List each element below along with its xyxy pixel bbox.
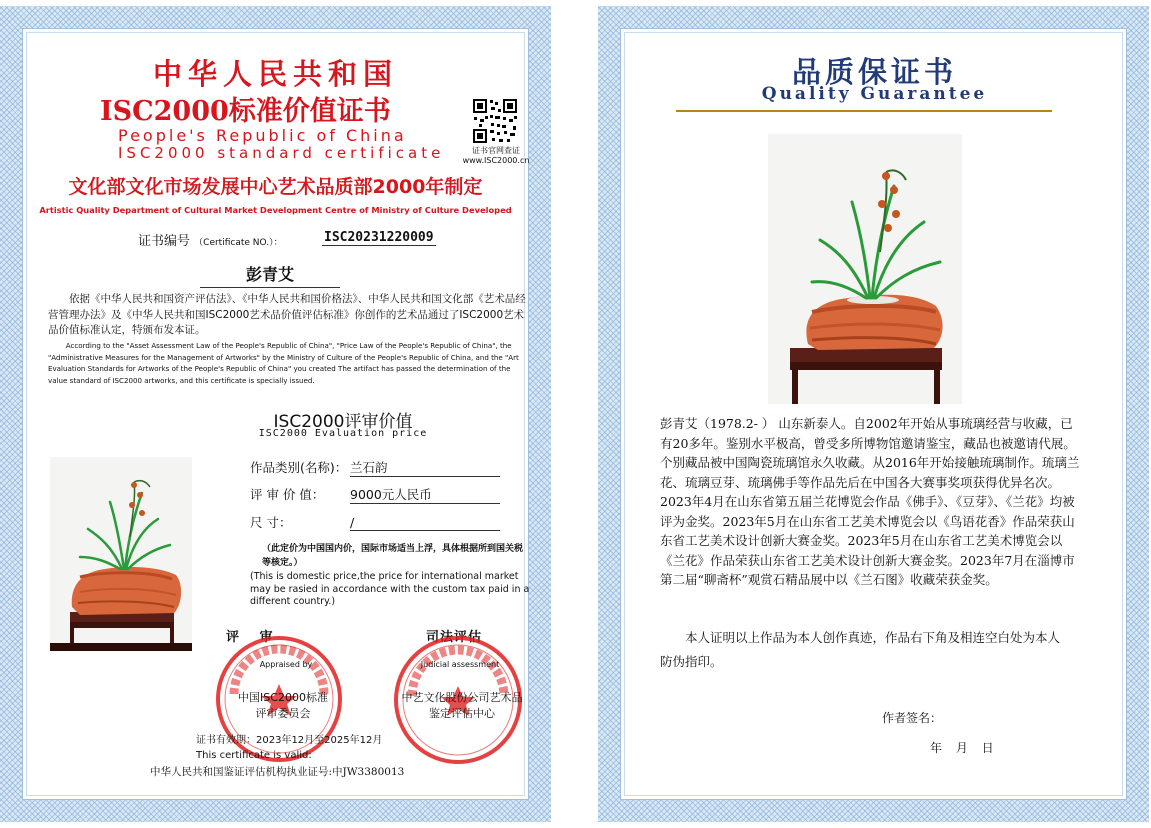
license-number: 中华人民共和国鉴证评估机构执业证号:中JW3380013 [150,766,405,778]
qr-caption-cn: 证书官网查证 [472,146,520,155]
judicial-heading: 司法评估 [426,630,483,645]
certificate-number-label [138,230,283,249]
price-note-cn: （此定价为中国国内价，国际市场适当上浮，具体根据所到国关税等核定。） [262,544,524,568]
issuing-department-en: Artistic Quality Department of Cultural Market Development Centre of Ministry of Culture Developed [39,205,512,215]
authenticity-statement: 本人证明以上作品为本人创作真迹，作品右下角及相连空白处为本人防伪指印。 [660,630,1061,669]
qr-caption [461,146,531,166]
certificate-subtitle-en: ISC2000 standard certificate [118,144,445,162]
qr-code[interactable] [471,97,519,145]
field-category-label: 作品类别(名称)： [250,460,348,475]
appraised-by-label: Appraised by [259,660,313,669]
review-committee-line1: 中国ISC2000标准 [238,691,328,704]
judicial-center-name [392,690,532,722]
evaluation-subheading: ISC2000 Evaluation price [258,428,428,439]
review-committee-name [220,690,346,722]
certificate-title-cn: 中华人民共和国 [152,57,398,91]
field-category-value: 兰石韵 [350,458,500,477]
judicial-center-line2: 鉴定评估中心 [429,707,495,720]
review-heading: 评 审 [226,630,281,645]
certificate-title-isc: ISC2000标准价值证书 [100,96,391,127]
owner-name: 彭青艾 [200,262,340,288]
validity-period-en: This certificate is valid: [196,750,312,761]
review-committee-line2: 评审委员会 [255,707,311,720]
title-divider [676,110,1052,112]
artwork-photo [50,457,192,651]
signature-date: 年 月 日 [930,741,994,755]
cert-no-label-en: （Certificate NO.）： [194,238,283,248]
certificate-body-en: According to the "Asset Assessment Law of the People's Republic of China", "Price Law of the People's Republic of China", the "Administrative Measures for the Management of Artworks" by the Ministry of Culture of the People's Republic of China, and the "Art Evaluation Standards for Artworks of the People's Republic of China" you created The artifact has passed the determination of the value standard of ISC2000 artworks, and this certificate is specially issued. [48,341,519,385]
field-value-value: 9000元人民币 [350,485,500,504]
certificate-body-cn: 依据《中华人民共和国资产评估法》、《中华人民共和国价格法》、中华人民共和国文化部《艺术品经营管理办法》及《中华人民共和国ISC2000艺术品价值评估标准》你创作的艺术品通过了ISC2000艺术品价值标准认定，特颁布发本证。 [48,293,526,336]
author-signature-label: 作者签名： [882,711,943,725]
judicial-center-line1: 中艺文化股份公司艺术品 [401,691,523,704]
evaluation-heading: ISC2000评审价值 [273,412,413,432]
certificate-number: ISC20231220009 [324,230,434,245]
qr-caption-url: www.ISC2000.cn [462,156,530,165]
field-size-label: 尺 寸： [250,515,292,530]
certificate-title-en: People's Republic of China [118,126,407,145]
price-note-en: (This is domestic price,the price for international market may be rasied in accordance with the custom tax paid in a different country.) [250,571,530,607]
artist-biography: 彭青艾（1978.2- ） 山东新泰人。自2002年开始从事琉璃经营与收藏，已有20多年。鉴别水平极高，曾受多所博物馆邀请鉴宝，藏品也被邀请代展。个别藏品被中国陶瓷琉璃馆永久收藏。从2016年开始接触琉璃制作。琉璃兰花、琉璃豆芽、琉璃佛手等作品先后在中国各大赛事奖项获得优异名次。2023年4月在山东省第五届兰花博览会作品《佛手》、《豆芽》、《兰花》均被评为金奖。2023年5月在山东省工艺美术博览会以《鸟语花香》作品荣获山东省工艺美术设计创新大赛金奖。2023年5月在山东省工艺美术博览会以《兰花》作品荣获山东省工艺美术设计创新大赛金奖。2023年7月在淄博市第二届“聊斋杯”观赏石精品展中以《兰石图》收藏荣获金奖。 [660,416,1080,587]
artwork-photo-large [768,134,962,404]
field-value-label: 评 审 价 值： [250,487,325,502]
guarantee-title-en: Quality Guarantee [761,84,988,104]
judicial-assessment-label: Judicial assessment [420,660,500,669]
field-size-value: / [350,515,500,531]
field-size [250,513,500,531]
validity-period: 证书有效期：2023年12月至2025年12月 [196,735,383,746]
field-category [250,458,500,477]
guarantee-title-cn: 品质保证书 [791,55,957,89]
field-value [250,485,500,504]
cert-no-label-cn: 证书编号 [138,234,191,249]
issuing-department-cn: 文化部文化市场发展中心艺术品质部2000年制定 [68,176,483,198]
